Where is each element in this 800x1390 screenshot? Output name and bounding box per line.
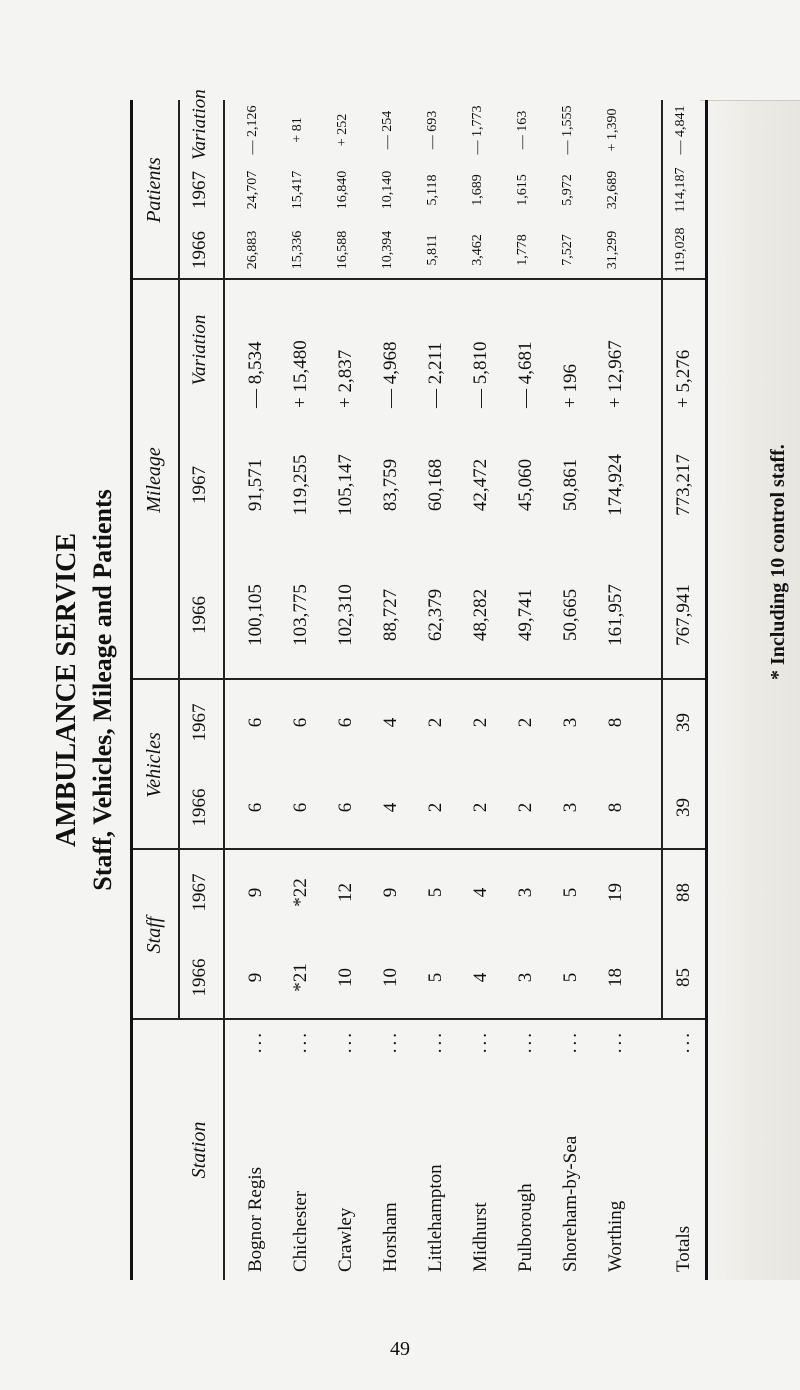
table-cell: + 2,837	[335, 349, 356, 408]
table-cell: 2	[425, 802, 446, 813]
table-cell: 6	[290, 802, 311, 813]
year-header: 1967	[189, 466, 210, 504]
totals-label: Totals	[673, 1225, 694, 1272]
table-cell: 2	[515, 802, 536, 813]
station-name: Horsham	[380, 1202, 401, 1272]
totals-cell: — 4,841	[673, 105, 688, 155]
table-cell: 1,615	[515, 174, 530, 206]
table-cell: 48,282	[470, 588, 491, 642]
table-cell: — 693	[425, 110, 440, 150]
rotated-page	[50, 89, 789, 1280]
year-header: 1967	[189, 171, 210, 209]
table-cell: + 1,390	[605, 108, 620, 152]
table-cell: + 196	[560, 364, 581, 408]
table-cell: 9	[245, 972, 266, 983]
table-cell: 15,417	[290, 170, 305, 210]
table-cell: — 1,555	[560, 105, 575, 155]
table-cell: — 5,810	[470, 341, 491, 408]
facing-page-edge	[700, 100, 800, 1280]
table-cell: 24,707	[245, 170, 260, 210]
table-cell: + 252	[335, 113, 350, 147]
station-name: Shoreham-by-Sea	[560, 1135, 581, 1272]
totals-cell: 767,941	[673, 584, 694, 646]
table-cell: — 8,534	[245, 341, 266, 408]
table-cell: — 1,773	[470, 105, 485, 155]
table-cell: 10	[380, 968, 401, 987]
rule	[223, 100, 225, 1280]
table-cell: 83,759	[380, 458, 401, 512]
totals-cell: 39	[673, 713, 694, 732]
table-cell: 4	[380, 802, 401, 813]
year-header: 1967	[189, 703, 210, 742]
table-cell: 18	[605, 968, 626, 987]
table-cell: 5	[560, 887, 581, 898]
header-staff: Staff	[143, 916, 165, 954]
year-header: 1966	[189, 231, 210, 269]
table-cell: 31,299	[605, 230, 620, 270]
table-cell: 12	[335, 883, 356, 902]
table-cell: 3	[560, 717, 581, 728]
table-cell: — 2,211	[425, 342, 446, 408]
table-cell: 91,571	[245, 458, 266, 512]
table-cell: 7,527	[560, 234, 575, 266]
totals-cell: 88	[673, 883, 694, 902]
table-cell: 2	[515, 717, 536, 728]
table-cell: 3	[560, 802, 581, 813]
table-cell: 100,105	[245, 584, 266, 646]
table-cell: *21	[290, 963, 311, 992]
rule	[178, 100, 180, 280]
table-cell: 5,972	[560, 174, 575, 206]
totals-cell: 85	[673, 968, 694, 987]
table-cell: 19	[605, 883, 626, 902]
station-name: Midhurst	[470, 1202, 491, 1272]
totals-cell: 773,217	[673, 454, 694, 516]
table-cell: 42,472	[470, 458, 491, 512]
table-cell: — 2,126	[245, 105, 260, 155]
table-cell: 102,310	[335, 584, 356, 646]
table-cell: 1,689	[470, 174, 485, 206]
table-cell: 174,924	[605, 454, 626, 516]
station-name: Littlehampton	[425, 1164, 446, 1272]
table-cell: 50,665	[560, 588, 581, 642]
totals-cell: 114,187	[673, 167, 688, 213]
table-cell: 4	[470, 972, 491, 983]
rule	[178, 680, 180, 850]
table-cell: 2	[425, 717, 446, 728]
table-cell: 5	[425, 972, 446, 983]
table-cell: 26,883	[245, 230, 260, 270]
table-cell: 2	[470, 717, 491, 728]
year-header: Variation	[189, 314, 210, 386]
table-cell: 10	[335, 968, 356, 987]
table-cell: 2	[470, 802, 491, 813]
table-cell: 6	[335, 802, 356, 813]
table-cell: 50,861	[560, 458, 581, 512]
table-cell: 32,689	[605, 170, 620, 210]
header-station: Station	[188, 1121, 210, 1179]
table-cell: 4	[470, 887, 491, 898]
rule	[178, 850, 180, 1020]
station-name: Crawley	[335, 1207, 356, 1272]
rule	[661, 100, 663, 1020]
leader-dots: ...	[673, 1030, 694, 1054]
table-cell: 5,118	[425, 174, 440, 206]
table-cell: 5,811	[425, 234, 440, 266]
header-mileage: Mileage	[143, 447, 165, 513]
totals-cell: 39	[673, 798, 694, 817]
leader-dots: ...	[335, 1030, 356, 1054]
ambulance-table	[130, 89, 789, 1280]
table-cell: 105,147	[335, 454, 356, 516]
table-cell: 62,379	[425, 588, 446, 642]
year-header: 1967	[189, 873, 210, 912]
table-cell: 45,060	[515, 458, 536, 512]
year-header: 1966	[189, 788, 210, 827]
table-cell: 10,140	[380, 170, 395, 210]
table-cell: 6	[290, 717, 311, 728]
table-cell: 6	[335, 717, 356, 728]
table-cell: 15,336	[290, 230, 305, 270]
table-cell: + 12,967	[605, 340, 626, 408]
station-name: Bognor Regis	[245, 1166, 266, 1272]
table-cell: 60,168	[425, 458, 446, 512]
leader-dots: ...	[380, 1030, 401, 1054]
table-cell: 119,255	[290, 454, 311, 516]
totals-cell: 119,028	[673, 227, 688, 273]
page-title: AMBULANCE SERVICE	[51, 532, 82, 848]
leader-dots: ...	[560, 1030, 581, 1054]
table-cell: 10,394	[380, 230, 395, 270]
leader-dots: ...	[425, 1030, 446, 1054]
leader-dots: ...	[515, 1030, 536, 1054]
leader-dots: ...	[470, 1030, 491, 1054]
table-cell: 3	[515, 972, 536, 983]
leader-dots: ...	[290, 1030, 311, 1054]
totals-cell: + 5,276	[673, 349, 694, 408]
year-header: 1966	[189, 596, 210, 634]
table-cell: 3,462	[470, 234, 485, 266]
table-cell: 16,588	[335, 230, 350, 270]
page-subtitle: Staff, Vehicles, Mileage and Patients	[88, 489, 117, 891]
table-cell: — 4,681	[515, 341, 536, 408]
table-cell: + 15,480	[290, 340, 311, 408]
table-cell: 4	[380, 717, 401, 728]
header-vehicles: Vehicles	[143, 732, 165, 798]
table-cell: 49,741	[515, 588, 536, 642]
station-name: Pulborough	[515, 1183, 536, 1272]
table-cell: 1,778	[515, 234, 530, 266]
page-number: 49	[390, 1338, 410, 1360]
table-cell: 9	[380, 887, 401, 898]
table-cell: 6	[245, 717, 266, 728]
year-header: 1966	[189, 958, 210, 997]
year-header: Variation	[189, 89, 210, 160]
table-cell: 88,727	[380, 588, 401, 642]
table-cell: 9	[245, 887, 266, 898]
footnote: * Including 10 control staff.	[767, 444, 789, 680]
station-name: Worthing	[605, 1200, 626, 1272]
table-cell: 5	[425, 887, 446, 898]
table-cell: — 254	[380, 110, 395, 150]
table-cell: — 4,968	[380, 341, 401, 408]
table-cell: 103,775	[290, 584, 311, 646]
table-cell: 16,840	[335, 170, 350, 210]
table-cell: 5	[560, 972, 581, 983]
leader-dots: ...	[245, 1030, 266, 1054]
table-cell: 8	[605, 717, 626, 728]
header-patients: Patients	[143, 157, 165, 223]
table-cell: *22	[290, 878, 311, 907]
table-cell: 8	[605, 802, 626, 813]
table-cell: — 163	[515, 110, 530, 150]
station-name: Chichester	[290, 1190, 311, 1272]
table-cell: 6	[245, 802, 266, 813]
table-cell: 3	[515, 887, 536, 898]
leader-dots: ...	[605, 1030, 626, 1054]
rule	[178, 280, 180, 680]
table-cell: + 81	[290, 117, 305, 143]
table-cell: 161,957	[605, 584, 626, 646]
